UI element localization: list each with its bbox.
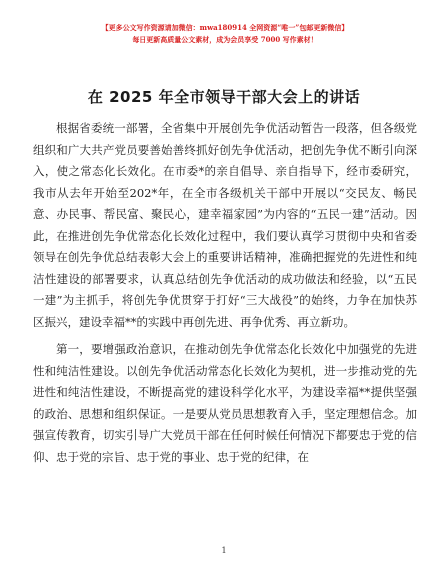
page-number: 1 bbox=[221, 546, 227, 555]
header-banner bbox=[60, 22, 390, 46]
banner-line-1: 【更多公文写作资源请加微信：mwa180914 全网资源“唯一”包邮更新微信】 bbox=[101, 23, 349, 32]
banner-line-2: 每日更新高质量公文素材，成为会员享受 7000 写作素材！ bbox=[132, 35, 318, 44]
paragraph-1: 根据省委统一部署，全省集中开展创先争优活动暂告一段落，但各级党组织和广大共产党员要善始善终抓好创先争优活动，把创先争优不断引向深入，使之常态化长效化。在市委*的亲自倡导、亲自指导下，经市委研究，我市从去年开始至202*年，在全市各级机关干部中开展以“交民友、畅民意、办民事、帮民富、聚民心，建幸福家园”为内容的“五民一建”活动。因此，在推进创先争优常态化长效化过程中，我们要认真学习贯彻中央和省委领导在创先争优总结表彰大会上的重要讲话精神，准确把握党的先进性和纯洁性建设的部署要求，认真总结创先争优活动的成功做法和经验，以“五民一建”为主抓手，将创先争优贯穿于打好“三大战役”的始终，力争在加快苏区振兴，建设幸福**的实践中再创先进、再争优秀、再立新功。 bbox=[33, 121, 417, 329]
document-body bbox=[33, 118, 417, 468]
paragraph-2: 第一，要增强政治意识，在推动创先争优常态化长效化中加强党的先进性和纯洁性建设。以创先争优活动常态化长效化为契机，进一步推动党的先进性和纯洁性建设，不断提高党的建设科学化水平，为建设幸福**提供坚强的政治、思想和组织保证。一是要从党员思想教育入手，坚定理想信念。加强宣传教育，切实引导广大党员干部在任何时候任何情况下都要忠于党的信仰、忠于党的宗旨、忠于党的事业、忠于党的纪律，在 bbox=[33, 342, 417, 464]
page-title: 在 2025 年全市领导干部大会上的讲话 bbox=[87, 88, 361, 106]
